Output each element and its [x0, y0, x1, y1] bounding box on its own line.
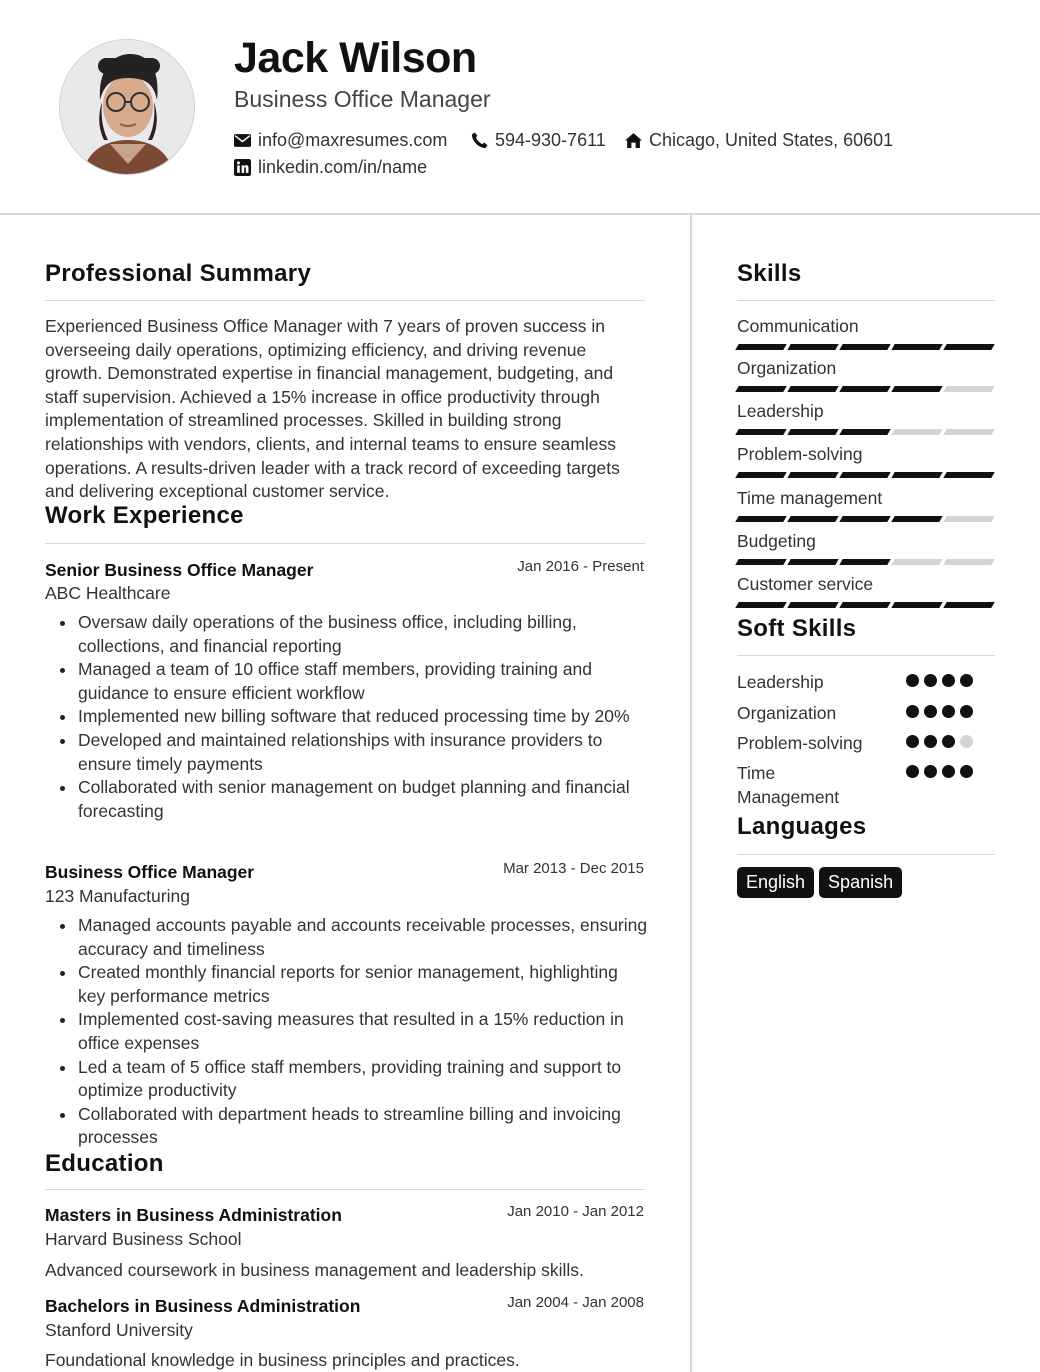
skill-level-segment — [891, 429, 942, 435]
home-icon — [625, 132, 642, 149]
skill-level-segment — [735, 386, 786, 392]
soft-skills-rule — [737, 655, 995, 656]
school-name: Stanford University — [45, 1320, 193, 1340]
rating-dot — [924, 765, 937, 778]
skill-level-segment — [891, 344, 942, 350]
column-divider — [690, 215, 692, 1372]
skill-level-bar — [737, 516, 993, 522]
skill-level-segment — [735, 559, 786, 565]
skill-label: Organization — [737, 358, 837, 378]
skill-level-segment — [735, 344, 786, 350]
skill-label: Leadership — [737, 401, 824, 421]
skill-level-segment — [839, 344, 890, 350]
list-item: Collaborated with senior management on budget planning and financial forecasting — [78, 776, 648, 823]
school-name: Harvard Business School — [45, 1229, 242, 1249]
education-date: Jan 2010 - Jan 2012 — [507, 1203, 644, 1220]
education-date: Jan 2004 - Jan 2008 — [507, 1294, 644, 1311]
phone-text: 594-930-7611 — [495, 130, 606, 150]
skill-label: Customer service — [737, 574, 874, 594]
rating-dot — [924, 735, 937, 748]
skill-level-segment — [891, 516, 942, 522]
profile-photo — [60, 40, 195, 175]
soft-skill-label: Organization — [737, 703, 837, 723]
skill-level-segment — [891, 386, 942, 392]
skill-level-segment — [735, 516, 786, 522]
email-text: info@maxresumes.com — [258, 130, 448, 150]
skill-level-segment — [735, 472, 786, 478]
skill-level-segment — [943, 344, 994, 350]
list-item: Implemented cost-saving measures that resulted in a 15% reduction in office expenses — [78, 1008, 648, 1055]
skill-level-segment — [735, 429, 786, 435]
skill-level-segment — [839, 386, 890, 392]
list-item: Collaborated with department heads to streamline billing and invoicing processes — [78, 1103, 648, 1150]
skill-label: Budgeting — [737, 531, 816, 551]
list-item: Oversaw daily operations of the business office, including billing, collections, and financial reporting — [78, 611, 648, 658]
skill-level-segment — [787, 516, 838, 522]
skill-level-segment — [839, 472, 890, 478]
skill-level-bar — [737, 559, 993, 565]
degree-title: Masters in Business Administration — [45, 1205, 342, 1225]
rating-dot — [906, 735, 919, 748]
rating-dot — [906, 674, 919, 687]
experience-heading: Work Experience — [45, 502, 244, 529]
skill-level-bar — [737, 429, 993, 435]
skill-level-segment — [787, 344, 838, 350]
education-rule — [45, 1189, 645, 1190]
rating-dot — [942, 735, 955, 748]
languages-rule — [737, 854, 995, 855]
skill-level-segment — [839, 516, 890, 522]
job-title: Senior Business Office Manager — [45, 560, 314, 580]
skills-heading: Skills — [737, 260, 802, 287]
list-item: Implemented new billing software that reduced processing time by 20% — [78, 705, 648, 729]
envelope-icon — [234, 132, 251, 149]
skill-level-segment — [787, 429, 838, 435]
rating-dot — [960, 735, 973, 748]
degree-title: Bachelors in Business Administration — [45, 1296, 361, 1316]
skill-level-segment — [839, 559, 890, 565]
summary-rule — [45, 300, 645, 301]
candidate-name: Jack Wilson — [234, 34, 477, 82]
rating-dot — [924, 674, 937, 687]
rating-dot — [960, 674, 973, 687]
rating-dot — [942, 674, 955, 687]
soft-skills-heading: Soft Skills — [737, 615, 857, 642]
skill-label: Time management — [737, 488, 883, 508]
job-bullets — [78, 611, 648, 823]
list-item: Developed and maintained relationships with insurance providers to ensure timely payments — [78, 729, 648, 776]
list-item: Managed a team of 10 office staff members, providing training and guidance to ensure efficient workflow — [78, 658, 648, 705]
language-tag: Spanish — [819, 867, 902, 898]
skill-level-segment — [943, 386, 994, 392]
rating-dot — [942, 765, 955, 778]
soft-skill-rating — [906, 705, 973, 718]
skill-level-segment — [735, 602, 786, 608]
rating-dot — [960, 705, 973, 718]
rating-dot — [942, 705, 955, 718]
soft-skill-label: Time Management — [737, 763, 840, 807]
skill-level-segment — [943, 429, 994, 435]
skill-level-segment — [787, 386, 838, 392]
skill-level-segment — [787, 559, 838, 565]
location-text: Chicago, United States, 60601 — [649, 130, 894, 150]
skill-level-segment — [839, 602, 890, 608]
soft-skill-rating — [906, 674, 973, 687]
education-heading: Education — [45, 1150, 164, 1177]
linkedin-text: linkedin.com/in/name — [258, 157, 428, 177]
list-item: Led a team of 5 office staff members, providing training and support to optimize productivity — [78, 1056, 648, 1103]
summary-heading: Professional Summary — [45, 260, 312, 287]
skill-level-bar — [737, 344, 993, 350]
summary-text: Experienced Business Office Manager with 7 years of proven success in overseeing daily operations, optimizing efficiency, and driving revenue growth. Demonstrated expertise in financial management, budgeting, and staff supervision. Achieved a 15% increase in office productivity through implementation of streamlined processes. Skilled in building strong relationships with vendors, clients, and internal teams to ensure seamless operations. A results-driven leader with a track record of exceeding targets and delivering exceptional customer service. — [45, 316, 620, 502]
contact-location — [625, 130, 893, 151]
education-desc: Advanced coursework in business management and leadership skills. — [45, 1260, 584, 1280]
skill-label: Communication — [737, 316, 859, 336]
contact-email[interactable] — [234, 130, 447, 151]
rating-dot — [906, 765, 919, 778]
soft-skill-label: Problem-solving — [737, 733, 863, 753]
rating-dot — [924, 705, 937, 718]
education-desc: Foundational knowledge in business principles and practices. — [45, 1350, 520, 1370]
job-title: Business Office Manager — [45, 862, 255, 882]
skill-level-bar — [737, 602, 993, 608]
rating-dot — [906, 705, 919, 718]
language-tag: English — [737, 867, 814, 898]
skill-level-segment — [943, 602, 994, 608]
skill-level-segment — [943, 516, 994, 522]
rating-dot — [960, 765, 973, 778]
skill-level-bar — [737, 472, 993, 478]
language-tags — [737, 867, 902, 898]
candidate-role: Business Office Manager — [234, 86, 491, 112]
skills-rule — [737, 300, 995, 301]
skill-label: Problem-solving — [737, 444, 863, 464]
languages-heading: Languages — [737, 813, 867, 840]
experience-rule — [45, 543, 645, 544]
skill-level-bar — [737, 386, 993, 392]
job-org: ABC Healthcare — [45, 583, 171, 603]
skill-level-segment — [891, 602, 942, 608]
job-org: 123 Manufacturing — [45, 886, 190, 906]
soft-skill-label: Leadership — [737, 672, 824, 692]
list-item: Managed accounts payable and accounts receivable processes, ensuring accuracy and timeliness — [78, 914, 648, 961]
list-item: Created monthly financial reports for senior management, highlighting key performance metrics — [78, 961, 648, 1008]
soft-skill-rating — [906, 765, 973, 778]
skill-level-segment — [943, 472, 994, 478]
job-bullets — [78, 914, 648, 1150]
resume-header — [0, 0, 1040, 215]
skill-level-segment — [891, 559, 942, 565]
phone-icon — [471, 132, 488, 149]
linkedin-icon — [234, 159, 251, 176]
skill-level-segment — [839, 429, 890, 435]
contact-phone[interactable] — [471, 130, 606, 151]
contact-linkedin[interactable] — [234, 157, 427, 178]
skill-level-segment — [787, 472, 838, 478]
job-date: Jan 2016 - Present — [517, 558, 644, 575]
soft-skill-rating — [906, 735, 973, 748]
skill-level-segment — [943, 559, 994, 565]
skill-level-segment — [787, 602, 838, 608]
avatar — [59, 39, 195, 175]
skill-level-segment — [891, 472, 942, 478]
job-date: Mar 2013 - Dec 2015 — [503, 860, 644, 877]
